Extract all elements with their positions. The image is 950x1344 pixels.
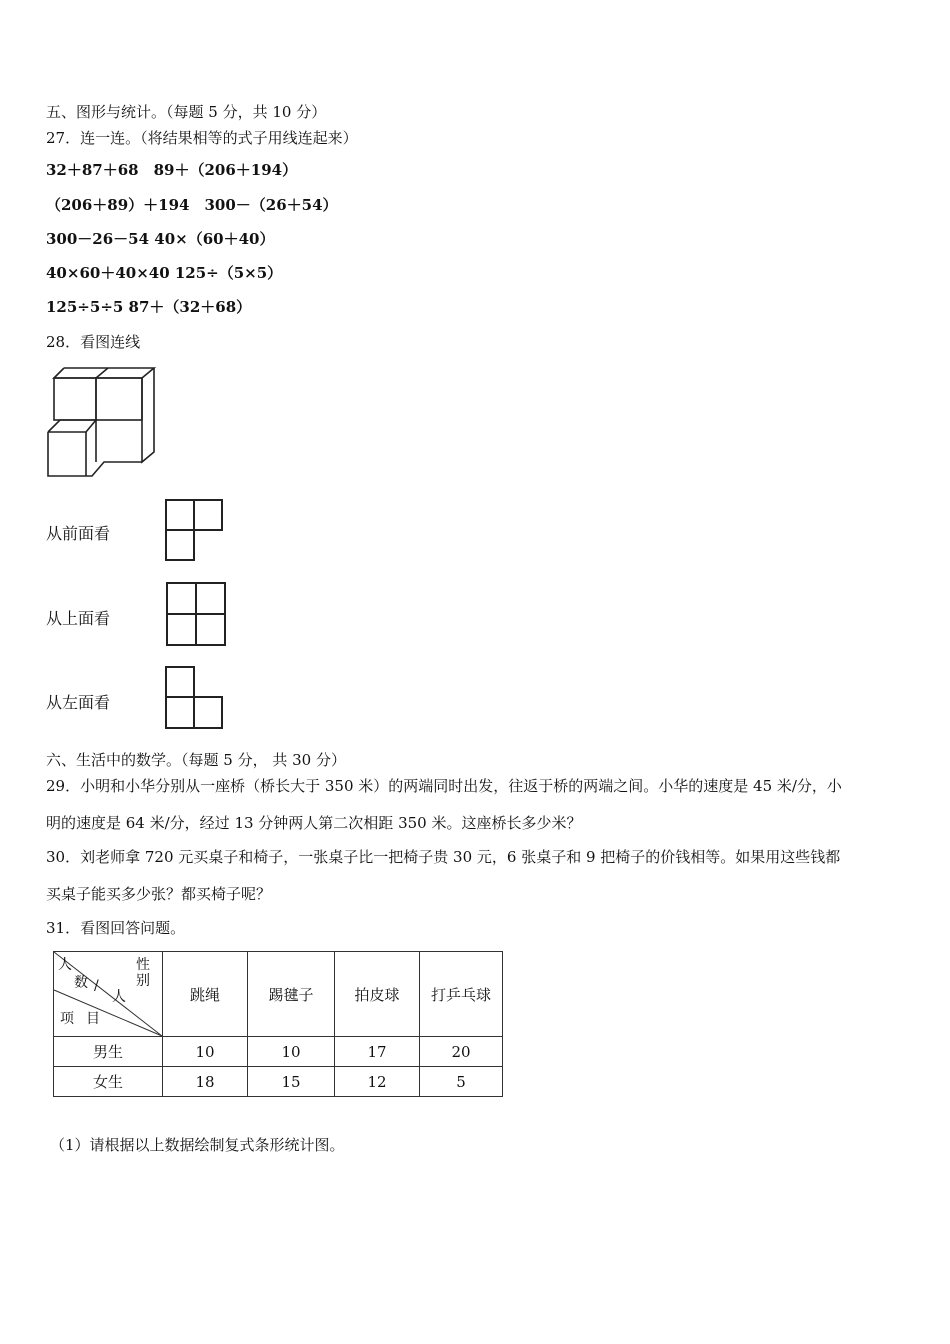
corner-char: 目 xyxy=(86,1011,100,1027)
column-header: 打乒乓球 xyxy=(420,952,503,1037)
table-cell: 20 xyxy=(420,1037,503,1067)
front-view-shape xyxy=(164,498,224,562)
q31-sub1: （1）请根据以上数据绘制复式条形统计图。 xyxy=(50,1136,345,1154)
q29-line-1: 29．小明和小华分别从一座桥（桥长大于 350 米）的两端同时出发，往返于桥的两端之间。小华的速度是 45 米/分，小 xyxy=(46,777,842,795)
q27-row-5: 125÷5÷5 87＋（32＋68） xyxy=(46,298,252,316)
table-cell: 5 xyxy=(420,1067,503,1097)
column-header: 跳绳 xyxy=(163,952,248,1037)
column-header: 踢毽子 xyxy=(248,952,335,1037)
q29-line-2: 明的速度是 64 米/分，经过 13 分钟两人第二次相距 350 米。这座桥长多少米？ xyxy=(46,814,582,832)
cube-stack-figure xyxy=(46,364,158,480)
sports-data-table xyxy=(53,951,503,1097)
row-label: 女生 xyxy=(54,1067,163,1097)
corner-char: / xyxy=(94,978,99,994)
q31-title: 31．看图回答问题。 xyxy=(46,919,186,937)
table-cell: 18 xyxy=(163,1067,248,1097)
table-cell: 12 xyxy=(335,1067,420,1097)
view-top-label: 从上面看 xyxy=(46,609,111,628)
q27-row-4: 40×60＋40×40 125÷（5×5） xyxy=(46,264,283,282)
table-cell: 10 xyxy=(248,1037,335,1067)
view-left-label: 从左面看 xyxy=(46,693,111,712)
q30-line-1: 30．刘老师拿 720 元买桌子和椅子，一张桌子比一把椅子贵 30 元，6 张桌子和 9 把椅子的价钱相等。如果用这些钱都 xyxy=(46,848,841,866)
column-header: 拍皮球 xyxy=(335,952,420,1037)
top-view-shape xyxy=(165,581,227,647)
row-label: 男生 xyxy=(54,1037,163,1067)
corner-char: 项 xyxy=(60,1011,74,1027)
q27-row-1: 32＋87＋68 89＋（206＋194） xyxy=(46,161,298,179)
q28-title: 28．看图连线 xyxy=(46,333,141,351)
q27-title: 27．连一连。（将结果相等的式子用线连起来） xyxy=(46,129,358,147)
left-view-shape xyxy=(164,665,224,731)
view-front-label: 从前面看 xyxy=(46,524,111,543)
table-cell: 15 xyxy=(248,1067,335,1097)
corner-char: 人 xyxy=(58,957,72,973)
table-cell: 10 xyxy=(163,1037,248,1067)
table-row xyxy=(54,1037,503,1067)
table-row xyxy=(54,1067,503,1097)
corner-char: 性 xyxy=(136,957,150,973)
corner-char: 别 xyxy=(136,973,150,989)
corner-char: 数 xyxy=(74,975,88,991)
table-corner-header xyxy=(54,952,163,1037)
table-cell: 17 xyxy=(335,1037,420,1067)
q30-line-2: 买桌子能买多少张？都买椅子呢？ xyxy=(46,885,272,903)
section5-heading: 五、图形与统计。（每题 5 分，共 10 分） xyxy=(46,103,327,121)
q27-row-2: （206＋89）＋194 300－（26＋54） xyxy=(46,196,338,214)
q27-row-3: 300－26－54 40×（60＋40） xyxy=(46,230,275,248)
section6-heading: 六、生活中的数学。（每题 5 分， 共 30 分） xyxy=(46,751,346,769)
corner-char: 人 xyxy=(112,989,126,1005)
